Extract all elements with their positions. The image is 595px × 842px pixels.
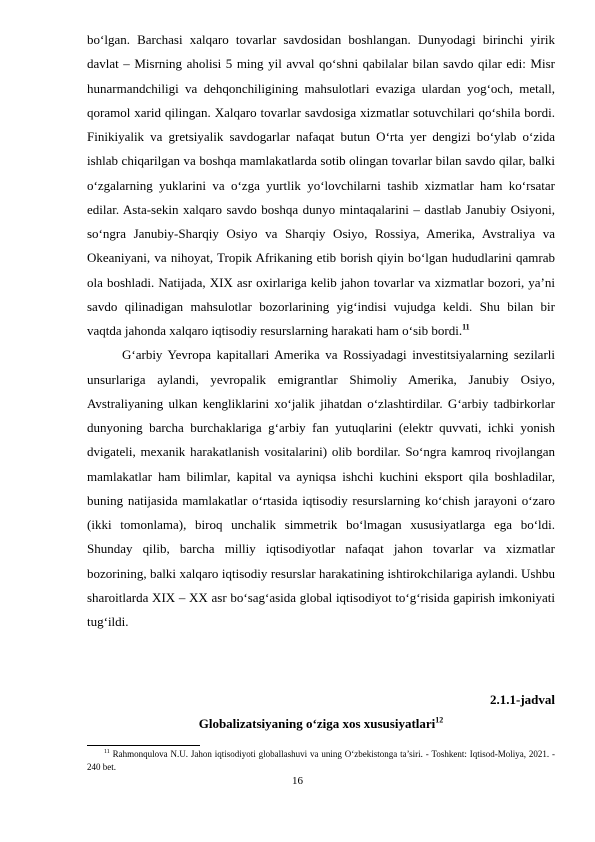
footnote-ref-11[interactable]: 11	[462, 322, 470, 332]
table-title	[87, 712, 555, 736]
footnote-text: Rahmonqulova N.U. Jahon iqtisodiyoti globallashuvi va uning O‘zbekistonga ta’siri. - Toshkent: Iqtisod-Moliya, 2021. - 240 bet.	[87, 749, 555, 772]
paragraph-1	[87, 28, 555, 343]
paragraph-2	[87, 343, 555, 634]
body-text	[87, 28, 555, 634]
footnote-11	[87, 748, 555, 774]
paragraph-1-text: bo‘lgan. Barchasi xalqaro tovarlar savdosidan boshlangan. Dunyodagi birinchi yirik davlat – Misrning aholisi 5 ming yil avval qo‘shni qabilalar bilan savdo qilar edi: Misr hunarmandchiligi va dehqonchiligining mahsulotlari evaziga ulardan yog‘och, metall, qoramol xarid qilingan. Xalqaro tovarlar savdosiga xizmatlar sotuvchilari qo‘shila bordi. Finikiyalik va gretsiyalik savdogarlar nafaqat butun O‘rta yer dengizi bo‘ylab o‘zida ishlab chiqarilgan va boshqa mamlakatlarda sotib olingan tovarlar bilan savdo qilar, balki o‘zgalarning yuklarini va o‘zga yurtlik yo‘lovchilarni tashib xizmatlar ham ko‘rsatar edilar. Asta-sekin xalqaro savdo boshqa dunyo mintaqalarini – dastlab Janubiy Osiyoni, so‘ngra Janubiy-Sharqiy Osiyo va Sharqiy Osiyo, Rossiya, Amerika, Avstraliya va Okeaniyani, va nihoyat, Tropik Afrikaning etib borish qiyin bo‘lgan hududlarini qamrab ola boshladi. Natijada, XIX asr oxirlariga kelib jahon tovarlar va xizmatlar bozori, ya’ni savdo qilinadigan mahsulotlar bozorlarining yig‘indisi vujudga keldi. Shu bilan bir vaqtda jahonda xalqaro iqtisodiy resurslarning harakati ham o‘sib bordi.	[87, 32, 555, 338]
paragraph-2-text: G‘arbiy Yevropa kapitallari Amerika va Rossiyadagi investitsiyalarning sezilarli unsurlariga aylandi, yevropalik emigrantlar Shimoliy Amerika, Janubiy Osiyo, Avstraliyaning ulkan kengliklarini xo‘jalik jihatdan o‘zlashtirdilar. G‘arbiy tadbirkorlar dunyoning barcha burchaklariga g‘arbiy fan yutuqlarini (elektr quvvati, ichki yonish dvigateli, mexanik harakatlanish vositalarini) olib bordilar. So‘ngra kamroq rivojlangan mamlakatlar ham bilimlar, kapital va ayniqsa ishchi kuchini eksport qila boshladilar, buning natijasida mamlakatlar o‘rtasida iqtisodiy resurslarning ko‘chish jarayoni o‘zaro (ikki tomonlama), biroq unchalik simmetrik bo‘lmagan xususiyatlarga ega bo‘ldi. Shunday qilib, barcha milliy iqtisodiyotlar nafaqat jahon tovarlar va xizmatlar bozorining, balki xalqaro iqtisodiy resurslar harakatining ishtirokchilariga aylandi. Ushbu sharoitlarda XIX – XX asr bo‘sag‘asida global iqtisodiyot to‘g‘risida gapirish imkoniyati tug‘ildi.	[87, 347, 555, 629]
footnote-separator	[87, 745, 200, 746]
table-title-text: Globalizatsiyaning o‘ziga xos xususiyatlari	[198, 716, 436, 731]
table-caption	[87, 688, 555, 736]
footnote-number: 11	[104, 749, 110, 755]
page-number: 16	[292, 775, 303, 787]
footnote-ref-12[interactable]: 12	[435, 715, 444, 725]
table-number: 2.1.1-jadval	[490, 692, 555, 707]
